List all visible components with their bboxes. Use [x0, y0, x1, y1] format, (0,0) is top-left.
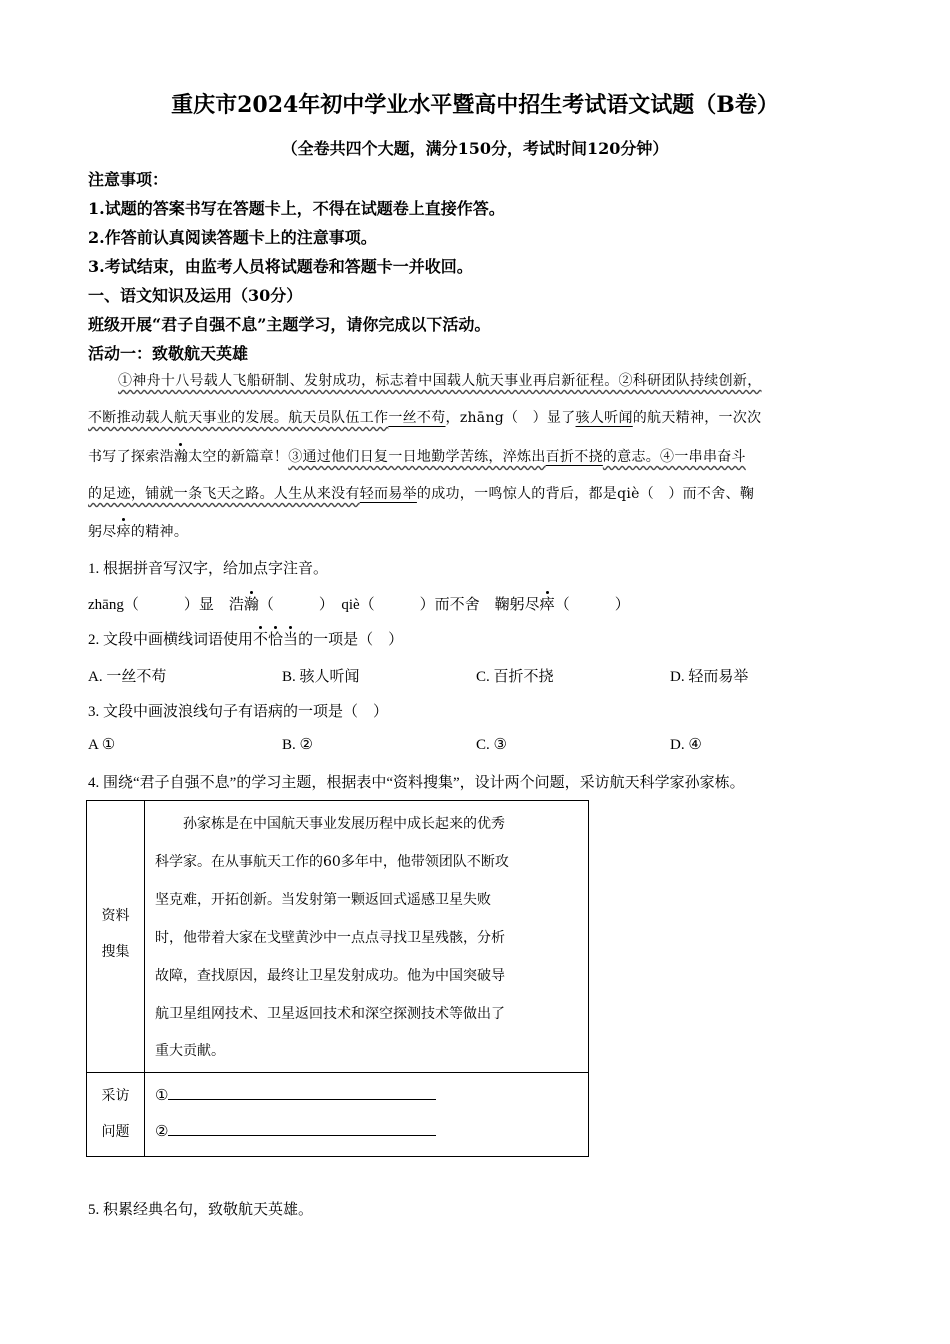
passage-line-4 [88, 483, 863, 503]
section-heading: 一、语文知识及运用（30分） [88, 286, 303, 305]
section-intro: 班级开展“君子自强不息”主题学习，请你完成以下活动。 [88, 315, 491, 334]
fill-text: zhāng（ ）显 浩 [88, 597, 244, 613]
note-item-1: 1.试题的答案书写在答题卡上，不得在试题卷上直接作答。 [88, 199, 505, 218]
exam-subtitle: （全卷共四个大题，满分150分，考试时间120分钟） [281, 139, 669, 158]
passage-wavy-sentence-1-2: ①神舟十八号载人飞船研制、发射成功，标志着中国载人航天事业再启新征程。②科研团队持续创新， [118, 373, 762, 389]
label-line: 采访 [101, 1088, 130, 1104]
passage-text: 的足迹，铺就一条飞天之路。人生从来没有 [88, 486, 360, 502]
dotted-char: 瀚 [173, 449, 189, 465]
stem-text: 2. 文段中画横线词语使用 [88, 632, 254, 648]
passage-text: 的成功，一鸣惊人的背后，都是qiè（ ）而不舍、鞠 [416, 486, 755, 502]
dotted-char: 不 [253, 632, 269, 648]
passage-wavy-sentence-4: ④一串串奋斗 [660, 449, 746, 465]
fill-text: （ ） qiè（ ）而不舍 鞠躬尽 [258, 597, 540, 613]
question-1-stem: 1. 根据拼音写汉字，给加点字注音。 [88, 561, 329, 577]
answer-blank-1[interactable] [155, 1085, 436, 1105]
table-label-questions [87, 1078, 144, 1150]
question-1-fill [88, 593, 630, 614]
question-5-stem: 5. 积累经典名句，致敬航天英雄。 [88, 1202, 314, 1218]
material-line-2: 科学家。在从事航天工作的60多年中，他带领团队不断攻 [155, 854, 509, 870]
interview-table [86, 800, 589, 1157]
exam-title: 重庆市2024年初中学业水平暨高中招生考试语文试题（B卷） [171, 92, 779, 118]
material-line-5: 故障，查找原因，最终让卫星发射成功。他为中国突破导 [155, 968, 505, 984]
material-line-3: 坚克难，开拓创新。当发射第一颗返回式遥感卫星失败 [155, 892, 491, 908]
answer-rule [168, 1121, 436, 1136]
answer-rule [168, 1085, 436, 1100]
passage-text: 的意志。 [602, 449, 661, 465]
question-3-option-d: D. ④ [670, 737, 702, 753]
blank-number: ① [155, 1088, 169, 1104]
answer-blank-2[interactable] [155, 1121, 436, 1141]
material-line-6: 航卫星组网技术、卫星返回技术和深空探测技术等做出了 [155, 1006, 505, 1022]
dotted-char: 瘁 [116, 524, 131, 540]
question-2-option-b: B. 骇人听闻 [282, 669, 360, 685]
passage-text: ，zhāng（ ）显了 [445, 410, 576, 426]
table-label-data [87, 898, 144, 970]
dotted-char: 瘁 [539, 597, 555, 613]
question-2-stem [88, 628, 403, 649]
label-line: 问题 [101, 1124, 130, 1140]
note-item-3: 3.考试结束，由监考人员将试题卷和答题卡一并收回。 [88, 257, 473, 276]
passage-line-3 [88, 446, 863, 466]
material-line-1: 孙家栋是在中国航天事业发展历程中成长起来的优秀 [155, 816, 505, 832]
passage-text: 躬尽 [88, 524, 117, 540]
question-3-option-a: A ① [88, 737, 116, 753]
question-2-option-c: C. 百折不挠 [476, 669, 554, 685]
passage-wavy-sentence-3: ③通过他们日复一日地勤学苦练，淬炼出 [288, 449, 546, 465]
table-divider-horizontal [87, 1072, 588, 1073]
stem-text: 的一项是（ ） [298, 632, 404, 648]
question-2-option-a: A. 一丝不苟 [88, 669, 167, 685]
question-3-option-c: C. ③ [476, 737, 507, 753]
dotted-char: 瀚 [243, 597, 259, 613]
question-3-option-b: B. ② [282, 737, 313, 753]
material-line-7: 重大贡献。 [155, 1043, 225, 1059]
note-item-2: 2.作答前认真阅读答题卡上的注意事项。 [88, 228, 377, 247]
underlined-word-4: 轻而易举 [359, 486, 417, 502]
question-3-stem: 3. 文段中画波浪线句子有语病的一项是（ ） [88, 704, 389, 720]
passage-text: 的航天精神，一次次 [632, 410, 762, 426]
underlined-word-3: 百折不挠 [545, 449, 603, 465]
activity-heading: 活动一：致敬航天英雄 [88, 344, 249, 363]
passage-line-1 [118, 370, 893, 390]
label-line: 资料 [101, 908, 130, 924]
passage-line-2 [88, 407, 863, 427]
passage-text: 书写了探索浩 [88, 449, 174, 465]
underlined-word-1: 一丝不苟 [388, 410, 446, 426]
passage-text: 太空的新篇章！ [188, 449, 289, 465]
passage-text: 的精神。 [130, 524, 189, 540]
question-4-stem: 4. 围绕“君子自强不息”的学习主题，根据表中“资料搜集”，设计两个问题，采访航天科学家孙家栋。 [88, 775, 745, 791]
dotted-char: 当 [283, 632, 299, 648]
underlined-word-2: 骇人听闻 [575, 410, 633, 426]
dotted-char: 恰 [268, 632, 284, 648]
passage-line-5 [88, 521, 863, 541]
label-line: 搜集 [101, 944, 130, 960]
blank-number: ② [155, 1124, 169, 1140]
notes-heading: 注意事项： [88, 170, 169, 189]
material-line-4: 时，他带着大家在戈壁黄沙中一点点寻找卫星残骸，分析 [155, 930, 505, 946]
passage-text: 不断推动载人航天事业的发展。航天员队伍工作 [88, 410, 389, 426]
fill-text: （ ） [554, 597, 630, 613]
question-2-option-d: D. 轻而易举 [670, 669, 749, 685]
table-divider-vertical [144, 801, 145, 1156]
